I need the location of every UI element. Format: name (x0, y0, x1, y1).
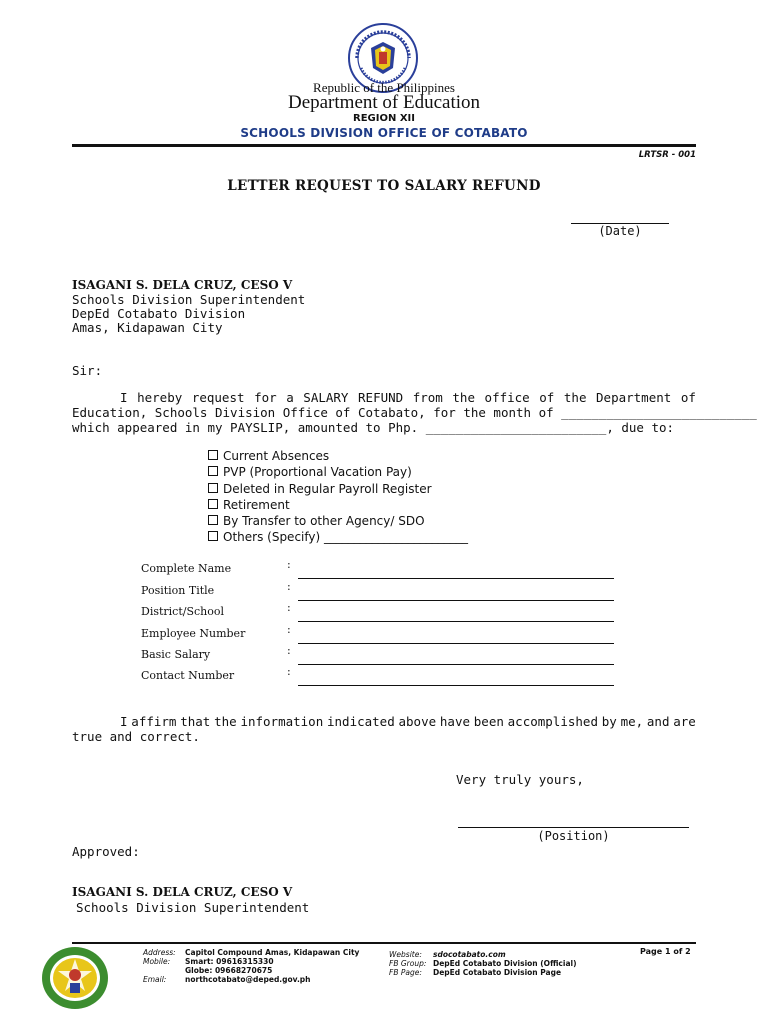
word: SALARY (303, 390, 349, 405)
word: a (286, 390, 294, 405)
addressee-name: ISAGANI S. DELA CRUZ, CESO V (72, 278, 293, 292)
word: are (673, 714, 696, 729)
field-input-employee-number[interactable] (298, 643, 614, 644)
checkbox-icon[interactable] (208, 499, 218, 509)
footer-mobile-smart: Smart: 09616315330 (185, 957, 274, 966)
word: above (398, 714, 437, 729)
word: by (601, 714, 617, 729)
footer-email-label: Email: (143, 975, 167, 984)
division-logo-icon (40, 945, 110, 1011)
date-label: (Date) (598, 224, 642, 238)
field-label-employee-number: Employee Number (141, 627, 246, 640)
salutation: Sir: (72, 363, 103, 378)
footer-website-value[interactable]: sdocotabato.com (433, 950, 506, 959)
reason-item[interactable]: Retirement (208, 497, 468, 513)
addressee-location: Amas, Kidapawan City (72, 320, 223, 335)
footer-address-value: Capitol Compound Amas, Kidapawan City (185, 948, 360, 957)
field-colon: : (287, 623, 291, 636)
footer-divider (72, 942, 696, 944)
field-colon: : (287, 644, 291, 657)
word: REFUND (358, 390, 404, 405)
word: accomplished (507, 714, 598, 729)
word: me, (620, 714, 644, 729)
checkbox-icon[interactable] (208, 515, 218, 525)
field-colon: : (287, 558, 291, 571)
approver-position: Schools Division Superintendent (76, 900, 310, 915)
word: hereby (137, 390, 183, 405)
affirmation-line-2: true and correct. (72, 729, 200, 744)
field-label-basic-salary: Basic Salary (141, 648, 211, 661)
request-line-1 (72, 390, 696, 405)
field-colon: : (287, 580, 291, 593)
checkbox-icon[interactable] (208, 531, 218, 541)
date-blank[interactable] (571, 213, 669, 224)
field-label-district-school: District/School (141, 605, 225, 618)
reason-item[interactable]: Others (Specify) ________________________ (208, 529, 468, 545)
division-office-heading: SCHOOLS DIVISION OFFICE OF COTABATO (240, 126, 528, 140)
footer-fbpage-label: FB Page: (389, 968, 422, 977)
word: of (539, 390, 555, 405)
field-input-district-school[interactable] (298, 621, 614, 622)
footer-website-label: Website: (389, 950, 422, 959)
addressee-position: Schools Division Superintendent (72, 292, 306, 307)
word: the (563, 390, 587, 405)
document-title: LETTER REQUEST TO SALARY REFUND (227, 178, 541, 194)
word: and (646, 714, 670, 729)
footer-fbgroup-value[interactable]: DepEd Cotabato Division (Official) (433, 959, 577, 968)
reason-item[interactable]: PVP (Proportional Vacation Pay) (208, 464, 468, 480)
word: for (254, 390, 277, 405)
field-input-complete-name[interactable] (298, 578, 614, 579)
signature-line[interactable] (458, 827, 689, 828)
word: that (180, 714, 211, 729)
word: indicated (327, 714, 395, 729)
field-colon: : (287, 601, 291, 614)
word: request (191, 390, 245, 405)
field-input-contact-number[interactable] (298, 685, 614, 686)
request-paragraph (72, 390, 757, 435)
word: I (120, 714, 128, 729)
word: from (412, 390, 443, 405)
form-code: LRTSR - 001 (638, 150, 696, 160)
footer-email-value[interactable]: northcotabato@deped.gov.ph (185, 975, 311, 984)
word: the (214, 714, 237, 729)
field-colon: : (287, 665, 291, 678)
department-heading: Department of Education (287, 92, 481, 113)
affirmation-line-1 (72, 714, 696, 729)
field-label-contact-number: Contact Number (141, 669, 235, 682)
reason-checklist (208, 448, 468, 546)
footer-fbpage-value[interactable]: DepEd Cotabato Division Page (433, 968, 562, 977)
closing: Very truly yours, (456, 772, 584, 787)
footer-address-label: Address: (143, 948, 176, 957)
field-label-position-title: Position Title (141, 584, 215, 597)
word: of (680, 390, 696, 405)
page-number: Page 1 of 2 (640, 947, 691, 956)
word: been (473, 714, 504, 729)
request-line-2: Education, Schools Division Office of Cotabato, for the month of __________________________ (72, 405, 757, 420)
footer-mobile-globe: Globe: 09668270675 (185, 966, 273, 975)
approved-label: Approved: (72, 844, 140, 859)
signature-position-label: (Position) (537, 829, 610, 843)
addressee-division: DepEd Cotabato Division (72, 306, 246, 321)
reason-item[interactable]: By Transfer to other Agency/ SDO (208, 513, 468, 529)
word: the (452, 390, 475, 405)
checkbox-icon[interactable] (208, 483, 218, 493)
checkbox-icon[interactable] (208, 466, 218, 476)
word: Department (596, 390, 672, 405)
republic-heading: Republic of the Philippines (313, 80, 455, 95)
word: have (439, 714, 471, 729)
field-input-position-title[interactable] (298, 600, 614, 601)
footer-fbgroup-label: FB Group: (389, 959, 427, 968)
word: office (484, 390, 530, 405)
region-heading: REGION XII (353, 113, 415, 124)
approver-name: ISAGANI S. DELA CRUZ, CESO V (72, 885, 293, 899)
reason-item[interactable]: Deleted in Regular Payroll Register (208, 481, 468, 497)
word: information (240, 714, 324, 729)
footer-mobile-label: Mobile: (143, 957, 171, 966)
word: I (120, 390, 128, 405)
request-line-3: which appeared in my PAYSLIP, amounted to Php. ________________________, due to: (72, 420, 675, 435)
affirmation-paragraph (72, 714, 696, 744)
checkbox-icon[interactable] (208, 450, 218, 460)
field-input-basic-salary[interactable] (298, 664, 614, 665)
word: affirm (131, 714, 177, 729)
reason-item[interactable]: Current Absences (208, 448, 468, 464)
header-divider (72, 144, 696, 147)
field-label-complete-name: Complete Name (141, 562, 232, 575)
